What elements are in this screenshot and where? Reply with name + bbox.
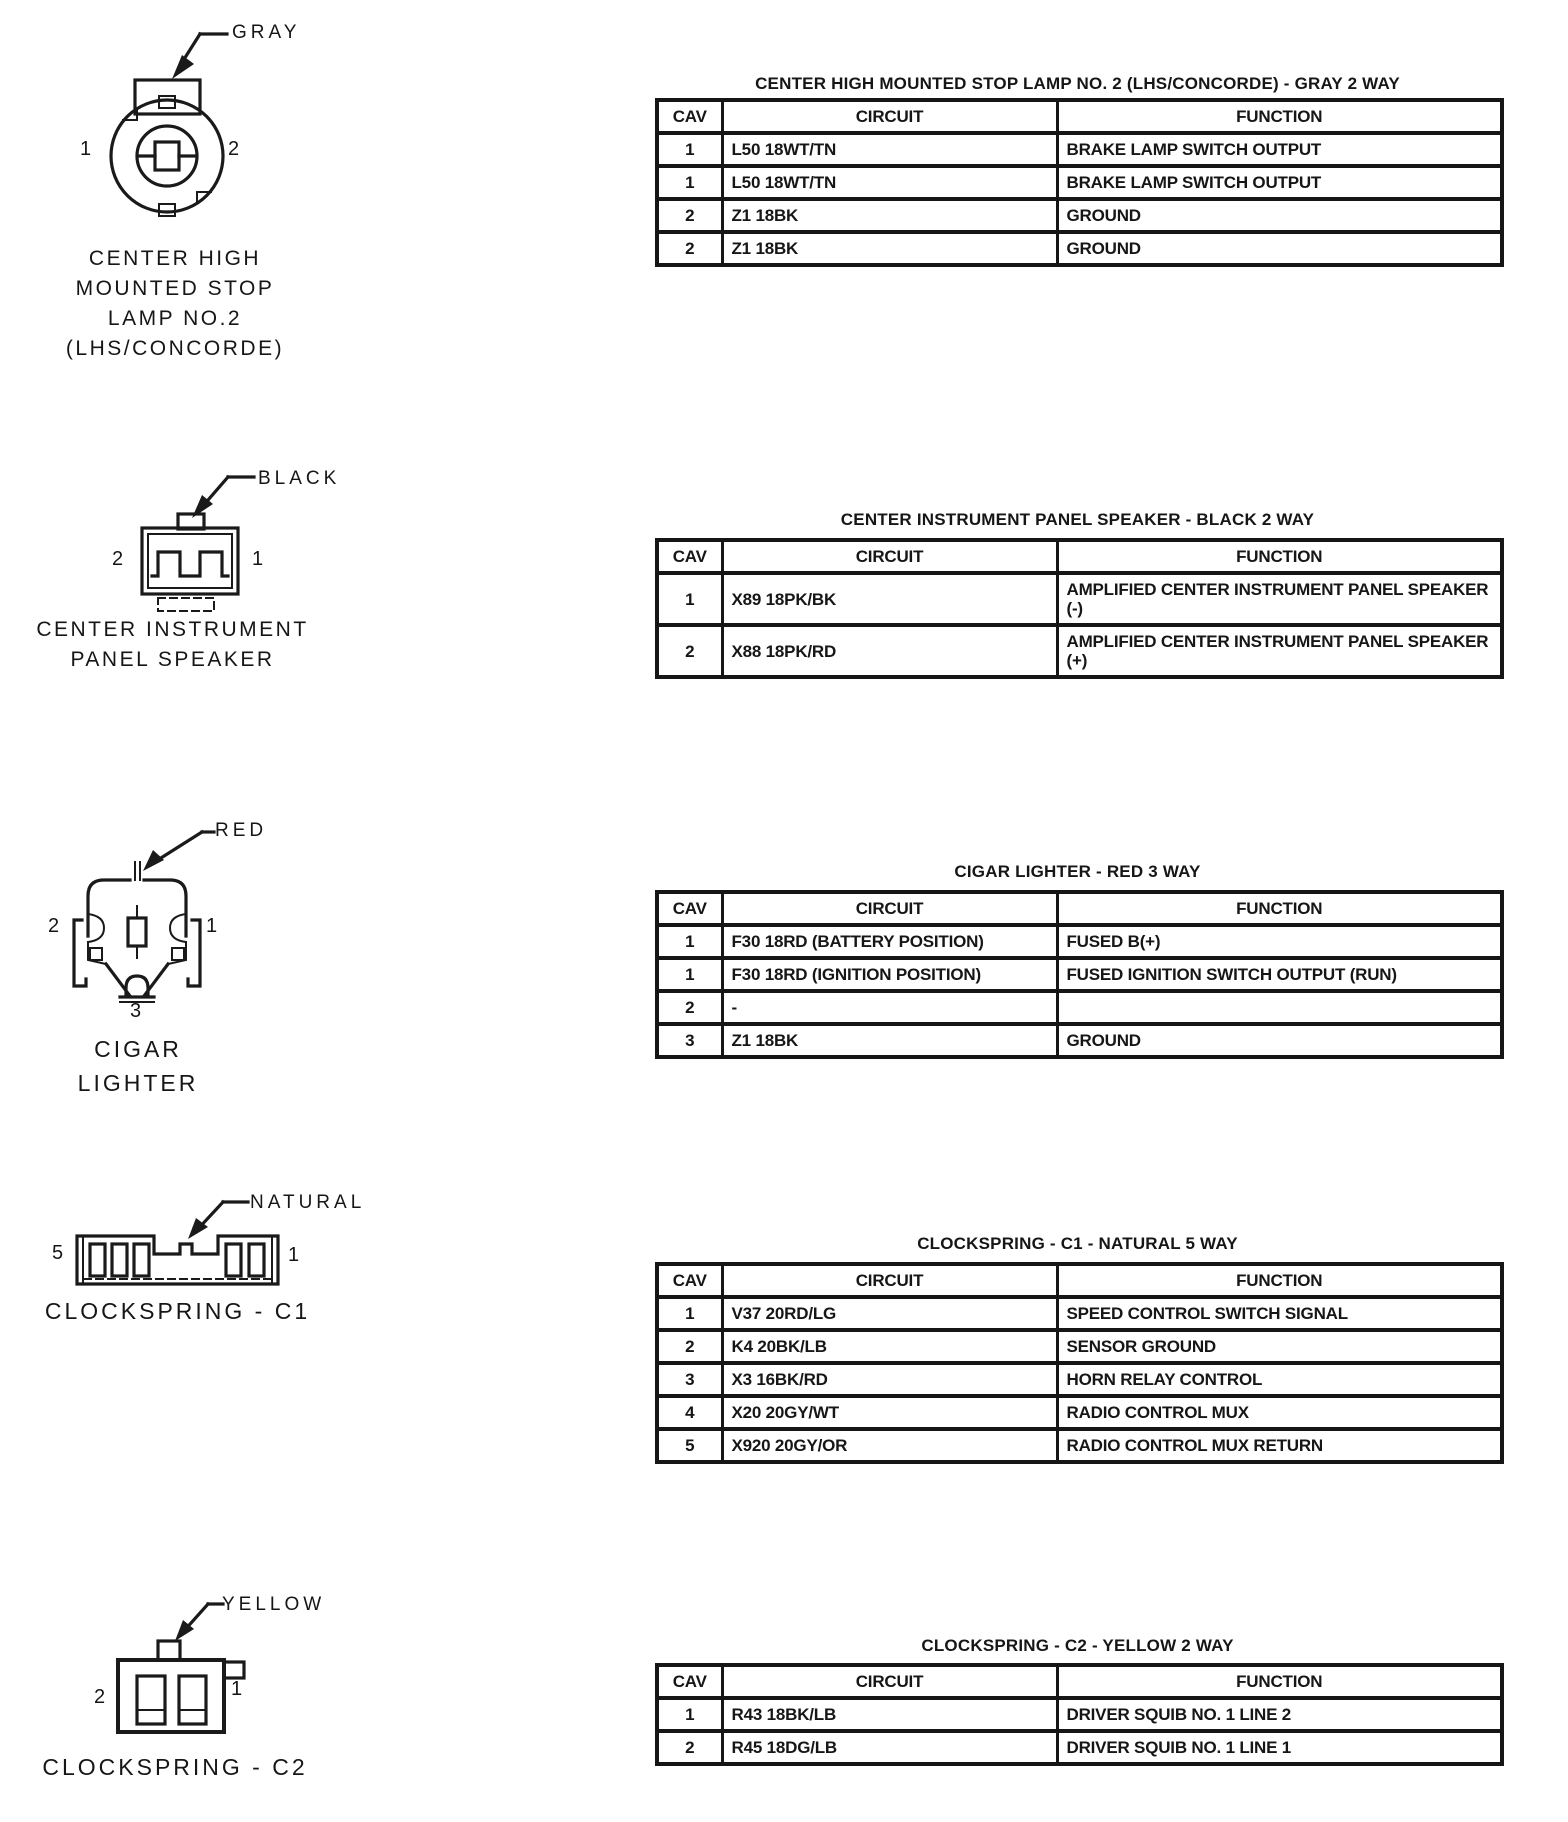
- table-row: [657, 199, 1502, 232]
- column-header: FUNCTION: [1057, 1264, 1502, 1297]
- caption-line: LIGHTER: [77, 1070, 199, 1096]
- leader-arrow-icon: [143, 832, 214, 871]
- connector-diagram-cigar-lighter: [50, 818, 225, 1008]
- table-title: CLOCKSPRING - C2 - YELLOW 2 WAY: [921, 1636, 1234, 1655]
- function-cell: HORN RELAY CONTROL: [1057, 1363, 1502, 1396]
- circuit-cell: L50 18WT/TN: [722, 166, 1057, 199]
- function-cell: GROUND: [1057, 199, 1502, 232]
- table-row: [657, 166, 1502, 199]
- connector-caption: [25, 615, 320, 675]
- circuit-cell: L50 18WT/TN: [722, 133, 1057, 166]
- circuit-cell: R45 18DG/LB: [722, 1731, 1057, 1764]
- caption-line: CENTER INSTRUMENT: [36, 618, 309, 641]
- caption-line: CENTER HIGH: [88, 247, 262, 270]
- connector-color-label: GRAY: [232, 22, 301, 43]
- function-cell: AMPLIFIED CENTER INSTRUMENT PANEL SPEAKER (-): [1057, 573, 1502, 625]
- table-row: [657, 1330, 1502, 1363]
- cav-cell: 1: [657, 1698, 722, 1731]
- pinout-table-speaker: [655, 538, 1504, 679]
- table-row: [657, 1297, 1502, 1330]
- cav-cell: 3: [657, 1024, 722, 1057]
- circuit-cell: X20 20GY/WT: [722, 1396, 1057, 1429]
- table-title: CENTER INSTRUMENT PANEL SPEAKER - BLACK 2 WAY: [840, 510, 1315, 529]
- pinout-table-chmsl: [655, 98, 1504, 267]
- column-header: CIRCUIT: [722, 100, 1057, 133]
- cav-cell: 2: [657, 1330, 722, 1363]
- column-header: CAV: [657, 540, 722, 573]
- table-header-row: [657, 100, 1502, 133]
- circuit-cell: X88 18PK/RD: [722, 625, 1057, 677]
- connector-color-label: BLACK: [258, 468, 341, 489]
- function-cell: AMPLIFIED CENTER INSTRUMENT PANEL SPEAKER (+): [1057, 625, 1502, 677]
- connector-diagram-speaker: [128, 458, 288, 618]
- cav-cell: 3: [657, 1363, 722, 1396]
- table-row: [657, 1363, 1502, 1396]
- column-header: CIRCUIT: [722, 540, 1057, 573]
- column-header: CAV: [657, 1264, 722, 1297]
- caption-line: (LHS/CONCORDE): [65, 337, 285, 360]
- circuit-cell: X3 16BK/RD: [722, 1363, 1057, 1396]
- pin-label: 2: [112, 548, 124, 570]
- pin-label: 1: [231, 1678, 243, 1700]
- table-row: [657, 1731, 1502, 1764]
- connector-caption: [35, 1294, 320, 1328]
- function-cell: RADIO CONTROL MUX: [1057, 1396, 1502, 1429]
- cav-cell: 1: [657, 133, 722, 166]
- function-cell: SENSOR GROUND: [1057, 1330, 1502, 1363]
- table-row: [657, 625, 1502, 677]
- table-row: [657, 573, 1502, 625]
- connector-diagram-chmsl: [55, 22, 300, 232]
- table-title: CIGAR LIGHTER - RED 3 WAY: [954, 862, 1201, 881]
- function-cell: DRIVER SQUIB NO. 1 LINE 2: [1057, 1698, 1502, 1731]
- pin-label: 2: [94, 1686, 106, 1708]
- column-header: FUNCTION: [1057, 540, 1502, 573]
- pinout-table-clockspring-c1: [655, 1262, 1504, 1464]
- table-header-row: [657, 892, 1502, 925]
- table-row: [657, 1429, 1502, 1462]
- table-row: [657, 1024, 1502, 1057]
- table-row: [657, 925, 1502, 958]
- circuit-cell: F30 18RD (BATTERY POSITION): [722, 925, 1057, 958]
- column-header: CAV: [657, 100, 722, 133]
- column-header: FUNCTION: [1057, 100, 1502, 133]
- connector-body: [74, 862, 200, 1002]
- connector-diagram-clockspring-c2: [82, 1592, 262, 1742]
- function-cell: DRIVER SQUIB NO. 1 LINE 1: [1057, 1731, 1502, 1764]
- leader-arrow-icon: [175, 1604, 223, 1641]
- circuit-cell: K4 20BK/LB: [722, 1330, 1057, 1363]
- connector-caption: [30, 1750, 320, 1784]
- cav-cell: 1: [657, 166, 722, 199]
- connector-caption: [48, 1032, 228, 1100]
- leader-arrow-icon: [188, 1202, 248, 1239]
- column-header: CIRCUIT: [722, 1665, 1057, 1698]
- cav-cell: 1: [657, 925, 722, 958]
- connector-color-label: RED: [215, 820, 268, 841]
- table-row: [657, 1698, 1502, 1731]
- pin-label: 1: [288, 1244, 300, 1266]
- caption-line: CLOCKSPRING - C1: [44, 1298, 311, 1324]
- pin-label: 1: [80, 138, 92, 160]
- circuit-cell: Z1 18BK: [722, 199, 1057, 232]
- connector-diagram-clockspring-c1: [42, 1192, 312, 1302]
- table-header-row: [657, 540, 1502, 573]
- column-header: CIRCUIT: [722, 892, 1057, 925]
- pinout-table-cigar-lighter: [655, 890, 1504, 1059]
- leader-arrow-icon: [192, 477, 254, 518]
- function-cell: BRAKE LAMP SWITCH OUTPUT: [1057, 133, 1502, 166]
- circuit-cell: F30 18RD (IGNITION POSITION): [722, 958, 1057, 991]
- cav-cell: 2: [657, 199, 722, 232]
- cav-cell: 2: [657, 991, 722, 1024]
- connector-body: [111, 80, 223, 216]
- table-header-row: [657, 1264, 1502, 1297]
- circuit-cell: -: [722, 991, 1057, 1024]
- cav-cell: 1: [657, 958, 722, 991]
- caption-line: LAMP NO.2: [107, 307, 243, 330]
- function-cell: FUSED IGNITION SWITCH OUTPUT (RUN): [1057, 958, 1502, 991]
- pin-label: 2: [48, 915, 60, 937]
- table-header-row: [657, 1665, 1502, 1698]
- leader-arrow-icon: [172, 34, 227, 79]
- table-row: [657, 991, 1502, 1024]
- connector-body: [142, 514, 238, 611]
- connector-color-label: NATURAL: [250, 1192, 366, 1213]
- circuit-cell: V37 20RD/LG: [722, 1297, 1057, 1330]
- pin-label: 1: [206, 915, 218, 937]
- table-row: [657, 1396, 1502, 1429]
- function-cell: GROUND: [1057, 232, 1502, 265]
- circuit-cell: X920 20GY/OR: [722, 1429, 1057, 1462]
- pin-label: 3: [130, 1000, 142, 1022]
- pin-label: 1: [252, 548, 264, 570]
- column-header: CAV: [657, 892, 722, 925]
- column-header: FUNCTION: [1057, 1665, 1502, 1698]
- function-cell: [1057, 991, 1502, 1024]
- table-title: CENTER HIGH MOUNTED STOP LAMP NO. 2 (LHS/CONCORDE) - GRAY 2 WAY: [755, 74, 1400, 93]
- pinout-table-clockspring-c2: [655, 1663, 1504, 1766]
- function-cell: RADIO CONTROL MUX RETURN: [1057, 1429, 1502, 1462]
- table-row: [657, 232, 1502, 265]
- circuit-cell: Z1 18BK: [722, 1024, 1057, 1057]
- caption-line: CLOCKSPRING - C2: [42, 1754, 308, 1780]
- function-cell: FUSED B(+): [1057, 925, 1502, 958]
- function-cell: GROUND: [1057, 1024, 1502, 1057]
- cav-cell: 1: [657, 1297, 722, 1330]
- column-header: CAV: [657, 1665, 722, 1698]
- column-header: CIRCUIT: [722, 1264, 1057, 1297]
- cav-cell: 2: [657, 1731, 722, 1764]
- cav-cell: 1: [657, 573, 722, 625]
- caption-line: CIGAR: [94, 1036, 182, 1062]
- circuit-cell: X89 18PK/BK: [722, 573, 1057, 625]
- circuit-cell: R43 18BK/LB: [722, 1698, 1057, 1731]
- caption-line: PANEL SPEAKER: [70, 648, 275, 671]
- table-title: CLOCKSPRING - C1 - NATURAL 5 WAY: [917, 1234, 1238, 1253]
- pin-label: 2: [228, 138, 240, 160]
- function-cell: BRAKE LAMP SWITCH OUTPUT: [1057, 166, 1502, 199]
- pin-label: 5: [52, 1242, 64, 1264]
- connector-color-label: YELLOW: [222, 1594, 326, 1615]
- connector-body: [77, 1236, 278, 1284]
- table-row: [657, 133, 1502, 166]
- circuit-cell: Z1 18BK: [722, 232, 1057, 265]
- cav-cell: 4: [657, 1396, 722, 1429]
- function-cell: SPEED CONTROL SWITCH SIGNAL: [1057, 1297, 1502, 1330]
- cav-cell: 2: [657, 232, 722, 265]
- column-header: FUNCTION: [1057, 892, 1502, 925]
- caption-line: MOUNTED STOP: [75, 277, 275, 300]
- table-row: [657, 958, 1502, 991]
- connector-body: [118, 1641, 244, 1732]
- cav-cell: 5: [657, 1429, 722, 1462]
- connector-caption: [30, 244, 320, 364]
- cav-cell: 2: [657, 625, 722, 677]
